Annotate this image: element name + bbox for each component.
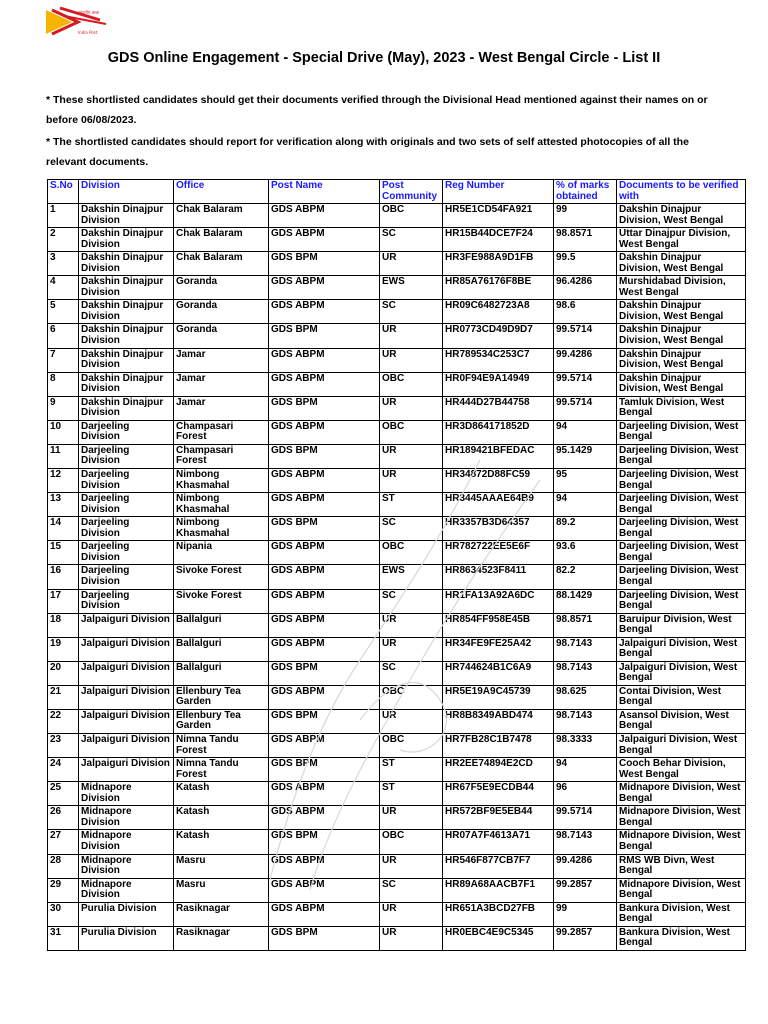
table-row [48, 782, 746, 806]
table-row [48, 806, 746, 830]
cell-community: OBC [380, 685, 443, 709]
cell-reg-number: HR8634523F8411 [443, 565, 554, 589]
cell-reg-number: HR09C6482723A8 [443, 300, 554, 324]
cell-marks: 95.1429 [554, 444, 617, 468]
cell-reg-number: HR444D27B44758 [443, 396, 554, 420]
page-title: GDS Online Engagement - Special Drive (May), 2023 - West Bengal Circle - List II [107, 50, 661, 66]
cell-sno: 2 [48, 228, 79, 252]
cell-office: Jamar [174, 372, 269, 396]
table-row [48, 758, 746, 782]
cell-reg-number: HR546F877CB7F7 [443, 854, 554, 878]
cell-division: Midnapore Division [79, 878, 174, 902]
cell-community: OBC [380, 372, 443, 396]
cell-office: Nimna Tandu Forest [174, 758, 269, 782]
cell-reg-number: HR0F94E9A14949 [443, 372, 554, 396]
cell-office: Nimna Tandu Forest [174, 734, 269, 758]
cell-office: Nimbong Khasmahal [174, 493, 269, 517]
cell-documents: Jalpaiguri Division, West Bengal [617, 734, 746, 758]
cell-sno: 1 [48, 204, 79, 228]
cell-office: Nimbong Khasmahal [174, 469, 269, 493]
cell-marks: 99.4286 [554, 854, 617, 878]
cell-office: Champasari Forest [174, 444, 269, 468]
cell-sno: 6 [48, 324, 79, 348]
col-header-office: Office [174, 180, 269, 204]
cell-post-name: GDS ABPM [269, 854, 380, 878]
cell-documents: Murshidabad Division, West Bengal [617, 276, 746, 300]
table-body [48, 204, 746, 951]
table-row [48, 276, 746, 300]
cell-office: Chak Balaram [174, 204, 269, 228]
cell-division: Jalpaiguri Division [79, 661, 174, 685]
cell-marks: 98.3333 [554, 734, 617, 758]
cell-sno: 27 [48, 830, 79, 854]
cell-community: UR [380, 709, 443, 733]
cell-post-name: GDS BPM [269, 324, 380, 348]
col-header-post-name: Post Name [269, 180, 380, 204]
table-row [48, 878, 746, 902]
cell-community: OBC [380, 734, 443, 758]
cell-marks: 93.6 [554, 541, 617, 565]
cell-division: Darjeeling Division [79, 541, 174, 565]
cell-marks: 99.2857 [554, 878, 617, 902]
cell-reg-number: HR67F5E9ECDB44 [443, 782, 554, 806]
logo-subtext: India Post [78, 30, 98, 35]
cell-marks: 99.4286 [554, 348, 617, 372]
cell-community: UR [380, 348, 443, 372]
cell-division: Darjeeling Division [79, 565, 174, 589]
cell-reg-number: HR89A68AACB7F1 [443, 878, 554, 902]
cell-community: UR [380, 637, 443, 661]
cell-documents: Bankura Division, West Bengal [617, 926, 746, 950]
cell-community: UR [380, 926, 443, 950]
cell-community: EWS [380, 276, 443, 300]
cell-reg-number: HR15B44DCE7F24 [443, 228, 554, 252]
table-row [48, 517, 746, 541]
cell-marks: 99.5714 [554, 372, 617, 396]
table-row [48, 565, 746, 589]
cell-community: OBC [380, 420, 443, 444]
table-row [48, 493, 746, 517]
cell-division: Purulia Division [79, 926, 174, 950]
cell-documents: Baruipur Division, West Bengal [617, 613, 746, 637]
cell-division: Darjeeling Division [79, 517, 174, 541]
table-row [48, 469, 746, 493]
cell-reg-number: HR34872D88FC59 [443, 469, 554, 493]
cell-post-name: GDS ABPM [269, 372, 380, 396]
cell-documents: Jalpaiguri Division, West Bengal [617, 637, 746, 661]
cell-office: Champasari Forest [174, 420, 269, 444]
cell-marks: 99.5714 [554, 806, 617, 830]
cell-marks: 98.7143 [554, 637, 617, 661]
cell-reg-number: HR7FB28C1B7478 [443, 734, 554, 758]
table-row [48, 613, 746, 637]
cell-office: Jamar [174, 396, 269, 420]
table-row [48, 228, 746, 252]
cell-division: Midnapore Division [79, 830, 174, 854]
cell-post-name: GDS BPM [269, 444, 380, 468]
cell-marks: 95 [554, 469, 617, 493]
cell-reg-number: HR3D864171852D [443, 420, 554, 444]
cell-reg-number: HR8B8349ABD474 [443, 709, 554, 733]
cell-reg-number: HR07A7F4613A71 [443, 830, 554, 854]
cell-documents: Midnapore Division, West Bengal [617, 782, 746, 806]
cell-community: OBC [380, 830, 443, 854]
cell-sno: 3 [48, 252, 79, 276]
cell-sno: 21 [48, 685, 79, 709]
cell-division: Jalpaiguri Division [79, 709, 174, 733]
cell-documents: Dakshin Dinajpur Division, West Bengal [617, 204, 746, 228]
cell-sno: 13 [48, 493, 79, 517]
cell-sno: 30 [48, 902, 79, 926]
cell-post-name: GDS ABPM [269, 878, 380, 902]
cell-office: Masru [174, 854, 269, 878]
cell-marks: 98.8571 [554, 228, 617, 252]
cell-documents: Midnapore Division, West Bengal [617, 878, 746, 902]
cell-division: Jalpaiguri Division [79, 734, 174, 758]
logo-text: भारतीय डाक [78, 11, 99, 16]
table-row [48, 734, 746, 758]
cell-office: Ellenbury Tea Garden [174, 709, 269, 733]
cell-sno: 9 [48, 396, 79, 420]
cell-office: Ballalguri [174, 637, 269, 661]
cell-marks: 89.2 [554, 517, 617, 541]
cell-marks: 88.1429 [554, 589, 617, 613]
cell-division: Darjeeling Division [79, 589, 174, 613]
cell-community: EWS [380, 565, 443, 589]
cell-office: Nipania [174, 541, 269, 565]
table-row [48, 348, 746, 372]
cell-post-name: GDS ABPM [269, 565, 380, 589]
cell-marks: 94 [554, 493, 617, 517]
cell-office: Sivoke Forest [174, 565, 269, 589]
cell-division: Dakshin Dinajpur Division [79, 276, 174, 300]
cell-office: Chak Balaram [174, 252, 269, 276]
col-header-documents: Documents to be verified with [617, 180, 746, 204]
cell-post-name: GDS ABPM [269, 420, 380, 444]
table-row [48, 661, 746, 685]
cell-post-name: GDS ABPM [269, 228, 380, 252]
cell-office: Jamar [174, 348, 269, 372]
note-2: * The shortlisted candidates should report for verification along with originals and two sets of self attested photocopies of all the relevant documents. [46, 136, 689, 168]
table-row [48, 396, 746, 420]
cell-community: UR [380, 902, 443, 926]
cell-community: UR [380, 444, 443, 468]
cell-division: Midnapore Division [79, 806, 174, 830]
cell-post-name: GDS BPM [269, 517, 380, 541]
cell-post-name: GDS ABPM [269, 276, 380, 300]
cell-community: ST [380, 782, 443, 806]
cell-documents: Darjeeling Division, West Bengal [617, 469, 746, 493]
cell-post-name: GDS ABPM [269, 806, 380, 830]
table-row [48, 637, 746, 661]
cell-post-name: GDS ABPM [269, 782, 380, 806]
cell-documents: Jalpaiguri Division, West Bengal [617, 661, 746, 685]
instructions [46, 90, 726, 174]
table-row [48, 252, 746, 276]
cell-office: Katash [174, 782, 269, 806]
cell-community: UR [380, 396, 443, 420]
cell-office: Rasiknagar [174, 926, 269, 950]
cell-marks: 98.7143 [554, 709, 617, 733]
table-row [48, 372, 746, 396]
cell-division: Darjeeling Division [79, 493, 174, 517]
cell-community: SC [380, 228, 443, 252]
cell-sno: 14 [48, 517, 79, 541]
cell-office: Katash [174, 806, 269, 830]
cell-reg-number: HR651A3BCD27FB [443, 902, 554, 926]
cell-documents: Midnapore Division, West Bengal [617, 830, 746, 854]
cell-marks: 96.4286 [554, 276, 617, 300]
cell-documents: Uttar Dinajpur Division, West Bengal [617, 228, 746, 252]
cell-post-name: GDS ABPM [269, 637, 380, 661]
cell-office: Ballalguri [174, 661, 269, 685]
cell-division: Jalpaiguri Division [79, 637, 174, 661]
cell-documents: Darjeeling Division, West Bengal [617, 493, 746, 517]
table-row [48, 589, 746, 613]
cell-documents: Tamluk Division, West Bengal [617, 396, 746, 420]
table-row [48, 541, 746, 565]
cell-reg-number: HR572BF9E5EB44 [443, 806, 554, 830]
col-header-marks: % of marks obtained [554, 180, 617, 204]
note-1: * These shortlisted candidates should get their documents verified through the Divisional Head mentioned against their names on or before 06/08/2023. [46, 94, 708, 126]
cell-marks: 99.5714 [554, 324, 617, 348]
cell-reg-number: HR5E1CD54FA921 [443, 204, 554, 228]
cell-marks: 98.7143 [554, 661, 617, 685]
cell-documents: Contai Division, West Bengal [617, 685, 746, 709]
cell-office: Goranda [174, 324, 269, 348]
cell-reg-number: HR3445AAAE64B9 [443, 493, 554, 517]
cell-sno: 26 [48, 806, 79, 830]
cell-marks: 98.7143 [554, 830, 617, 854]
cell-reg-number: HR2EE74894E2CD [443, 758, 554, 782]
cell-office: Goranda [174, 300, 269, 324]
india-post-logo [42, 6, 114, 36]
cell-post-name: GDS ABPM [269, 348, 380, 372]
cell-community: UR [380, 324, 443, 348]
cell-office: Rasiknagar [174, 902, 269, 926]
table-row [48, 685, 746, 709]
cell-post-name: GDS ABPM [269, 300, 380, 324]
cell-marks: 96 [554, 782, 617, 806]
cell-community: UR [380, 613, 443, 637]
cell-office: Chak Balaram [174, 228, 269, 252]
cell-documents: Asansol Division, West Bengal [617, 709, 746, 733]
cell-post-name: GDS ABPM [269, 613, 380, 637]
cell-reg-number: HR85A76176F8BE [443, 276, 554, 300]
cell-sno: 28 [48, 854, 79, 878]
table-row [48, 902, 746, 926]
cell-documents: RMS WB Divn, West Bengal [617, 854, 746, 878]
cell-sno: 4 [48, 276, 79, 300]
cell-documents: Dakshin Dinajpur Division, West Bengal [617, 372, 746, 396]
cell-community: SC [380, 661, 443, 685]
cell-sno: 24 [48, 758, 79, 782]
table-row [48, 204, 746, 228]
cell-post-name: GDS ABPM [269, 685, 380, 709]
cell-marks: 99 [554, 902, 617, 926]
col-header-division: Division [79, 180, 174, 204]
cell-documents: Dakshin Dinajpur Division, West Bengal [617, 324, 746, 348]
cell-community: UR [380, 854, 443, 878]
cell-marks: 82.2 [554, 565, 617, 589]
cell-office: Ellenbury Tea Garden [174, 685, 269, 709]
cell-reg-number: HR854FF958E45B [443, 613, 554, 637]
cell-post-name: GDS BPM [269, 396, 380, 420]
table-row [48, 324, 746, 348]
cell-post-name: GDS BPM [269, 830, 380, 854]
table-row [48, 420, 746, 444]
cell-division: Midnapore Division [79, 782, 174, 806]
cell-post-name: GDS ABPM [269, 493, 380, 517]
cell-sno: 11 [48, 444, 79, 468]
table-row [48, 926, 746, 950]
cell-community: OBC [380, 541, 443, 565]
cell-reg-number: HR3FE988A9D1FB [443, 252, 554, 276]
cell-marks: 98.6 [554, 300, 617, 324]
cell-post-name: GDS ABPM [269, 469, 380, 493]
cell-community: OBC [380, 204, 443, 228]
cell-community: SC [380, 878, 443, 902]
cell-division: Dakshin Dinajpur Division [79, 348, 174, 372]
cell-sno: 7 [48, 348, 79, 372]
cell-sno: 29 [48, 878, 79, 902]
cell-division: Dakshin Dinajpur Division [79, 252, 174, 276]
cell-documents: Dakshin Dinajpur Division, West Bengal [617, 252, 746, 276]
cell-division: Dakshin Dinajpur Division [79, 228, 174, 252]
cell-documents: Dakshin Dinajpur Division, West Bengal [617, 300, 746, 324]
cell-community: SC [380, 589, 443, 613]
cell-sno: 15 [48, 541, 79, 565]
cell-post-name: GDS BPM [269, 709, 380, 733]
cell-office: Masru [174, 878, 269, 902]
cell-office: Katash [174, 830, 269, 854]
cell-community: ST [380, 758, 443, 782]
cell-community: SC [380, 517, 443, 541]
cell-reg-number: HR789534C253C7 [443, 348, 554, 372]
cell-marks: 99.2857 [554, 926, 617, 950]
cell-sno: 17 [48, 589, 79, 613]
cell-marks: 94 [554, 420, 617, 444]
cell-division: Midnapore Division [79, 854, 174, 878]
table-row [48, 709, 746, 733]
cell-division: Dakshin Dinajpur Division [79, 204, 174, 228]
cell-marks: 99.5714 [554, 396, 617, 420]
cell-marks: 94 [554, 758, 617, 782]
cell-division: Dakshin Dinajpur Division [79, 324, 174, 348]
cell-sno: 12 [48, 469, 79, 493]
cell-community: UR [380, 806, 443, 830]
cell-sno: 31 [48, 926, 79, 950]
cell-documents: Darjeeling Division, West Bengal [617, 541, 746, 565]
cell-office: Ballalguri [174, 613, 269, 637]
cell-post-name: GDS ABPM [269, 541, 380, 565]
cell-division: Dakshin Dinajpur Division [79, 300, 174, 324]
cell-documents: Darjeeling Division, West Bengal [617, 444, 746, 468]
cell-community: ST [380, 493, 443, 517]
table-row [48, 300, 746, 324]
cell-sno: 8 [48, 372, 79, 396]
cell-post-name: GDS BPM [269, 661, 380, 685]
cell-sno: 20 [48, 661, 79, 685]
cell-documents: Bankura Division, West Bengal [617, 902, 746, 926]
cell-office: Nimbong Khasmahal [174, 517, 269, 541]
cell-sno: 22 [48, 709, 79, 733]
cell-reg-number: HR782722EE5E6F [443, 541, 554, 565]
cell-sno: 16 [48, 565, 79, 589]
cell-documents: Midnapore Division, West Bengal [617, 806, 746, 830]
cell-marks: 98.8571 [554, 613, 617, 637]
cell-division: Darjeeling Division [79, 444, 174, 468]
table-row [48, 854, 746, 878]
cell-community: SC [380, 300, 443, 324]
table-row [48, 444, 746, 468]
col-header-post-community: Post Community [380, 180, 443, 204]
cell-reg-number: HR1FA13A92A6DC [443, 589, 554, 613]
cell-community: UR [380, 469, 443, 493]
cell-reg-number: HR3357B3D64357 [443, 517, 554, 541]
cell-documents: Dakshin Dinajpur Division, West Bengal [617, 348, 746, 372]
shortlist-table [47, 179, 746, 951]
cell-division: Jalpaiguri Division [79, 758, 174, 782]
cell-sno: 5 [48, 300, 79, 324]
cell-sno: 10 [48, 420, 79, 444]
cell-division: Jalpaiguri Division [79, 685, 174, 709]
cell-reg-number: HR744624B1C6A9 [443, 661, 554, 685]
col-header-sno: S.No [48, 180, 79, 204]
cell-documents: Darjeeling Division, West Bengal [617, 517, 746, 541]
table-row [48, 830, 746, 854]
cell-division: Jalpaiguri Division [79, 613, 174, 637]
cell-division: Purulia Division [79, 902, 174, 926]
cell-office: Sivoke Forest [174, 589, 269, 613]
cell-documents: Cooch Behar Division, West Bengal [617, 758, 746, 782]
table-header-row [48, 180, 746, 204]
cell-sno: 18 [48, 613, 79, 637]
cell-reg-number: HR0773CD49D9D7 [443, 324, 554, 348]
cell-documents: Darjeeling Division, West Bengal [617, 565, 746, 589]
cell-sno: 23 [48, 734, 79, 758]
cell-documents: Darjeeling Division, West Bengal [617, 589, 746, 613]
cell-division: Darjeeling Division [79, 420, 174, 444]
cell-post-name: GDS BPM [269, 926, 380, 950]
cell-marks: 98.625 [554, 685, 617, 709]
cell-post-name: GDS ABPM [269, 902, 380, 926]
cell-division: Darjeeling Division [79, 469, 174, 493]
cell-post-name: GDS ABPM [269, 589, 380, 613]
cell-sno: 19 [48, 637, 79, 661]
cell-community: UR [380, 252, 443, 276]
cell-reg-number: HR34FE9FE25A42 [443, 637, 554, 661]
cell-post-name: GDS BPM [269, 758, 380, 782]
cell-division: Dakshin Dinajpur Division [79, 396, 174, 420]
cell-post-name: GDS ABPM [269, 204, 380, 228]
cell-marks: 99.5 [554, 252, 617, 276]
cell-marks: 99 [554, 204, 617, 228]
cell-division: Dakshin Dinajpur Division [79, 372, 174, 396]
cell-sno: 25 [48, 782, 79, 806]
cell-reg-number: HR5E19A9C45739 [443, 685, 554, 709]
cell-post-name: GDS ABPM [269, 734, 380, 758]
cell-reg-number: HR189421BFEDAC [443, 444, 554, 468]
cell-reg-number: HR0EBC4E9C5345 [443, 926, 554, 950]
cell-documents: Darjeeling Division, West Bengal [617, 420, 746, 444]
cell-post-name: GDS BPM [269, 252, 380, 276]
cell-office: Goranda [174, 276, 269, 300]
col-header-reg-number: Reg Number [443, 180, 554, 204]
